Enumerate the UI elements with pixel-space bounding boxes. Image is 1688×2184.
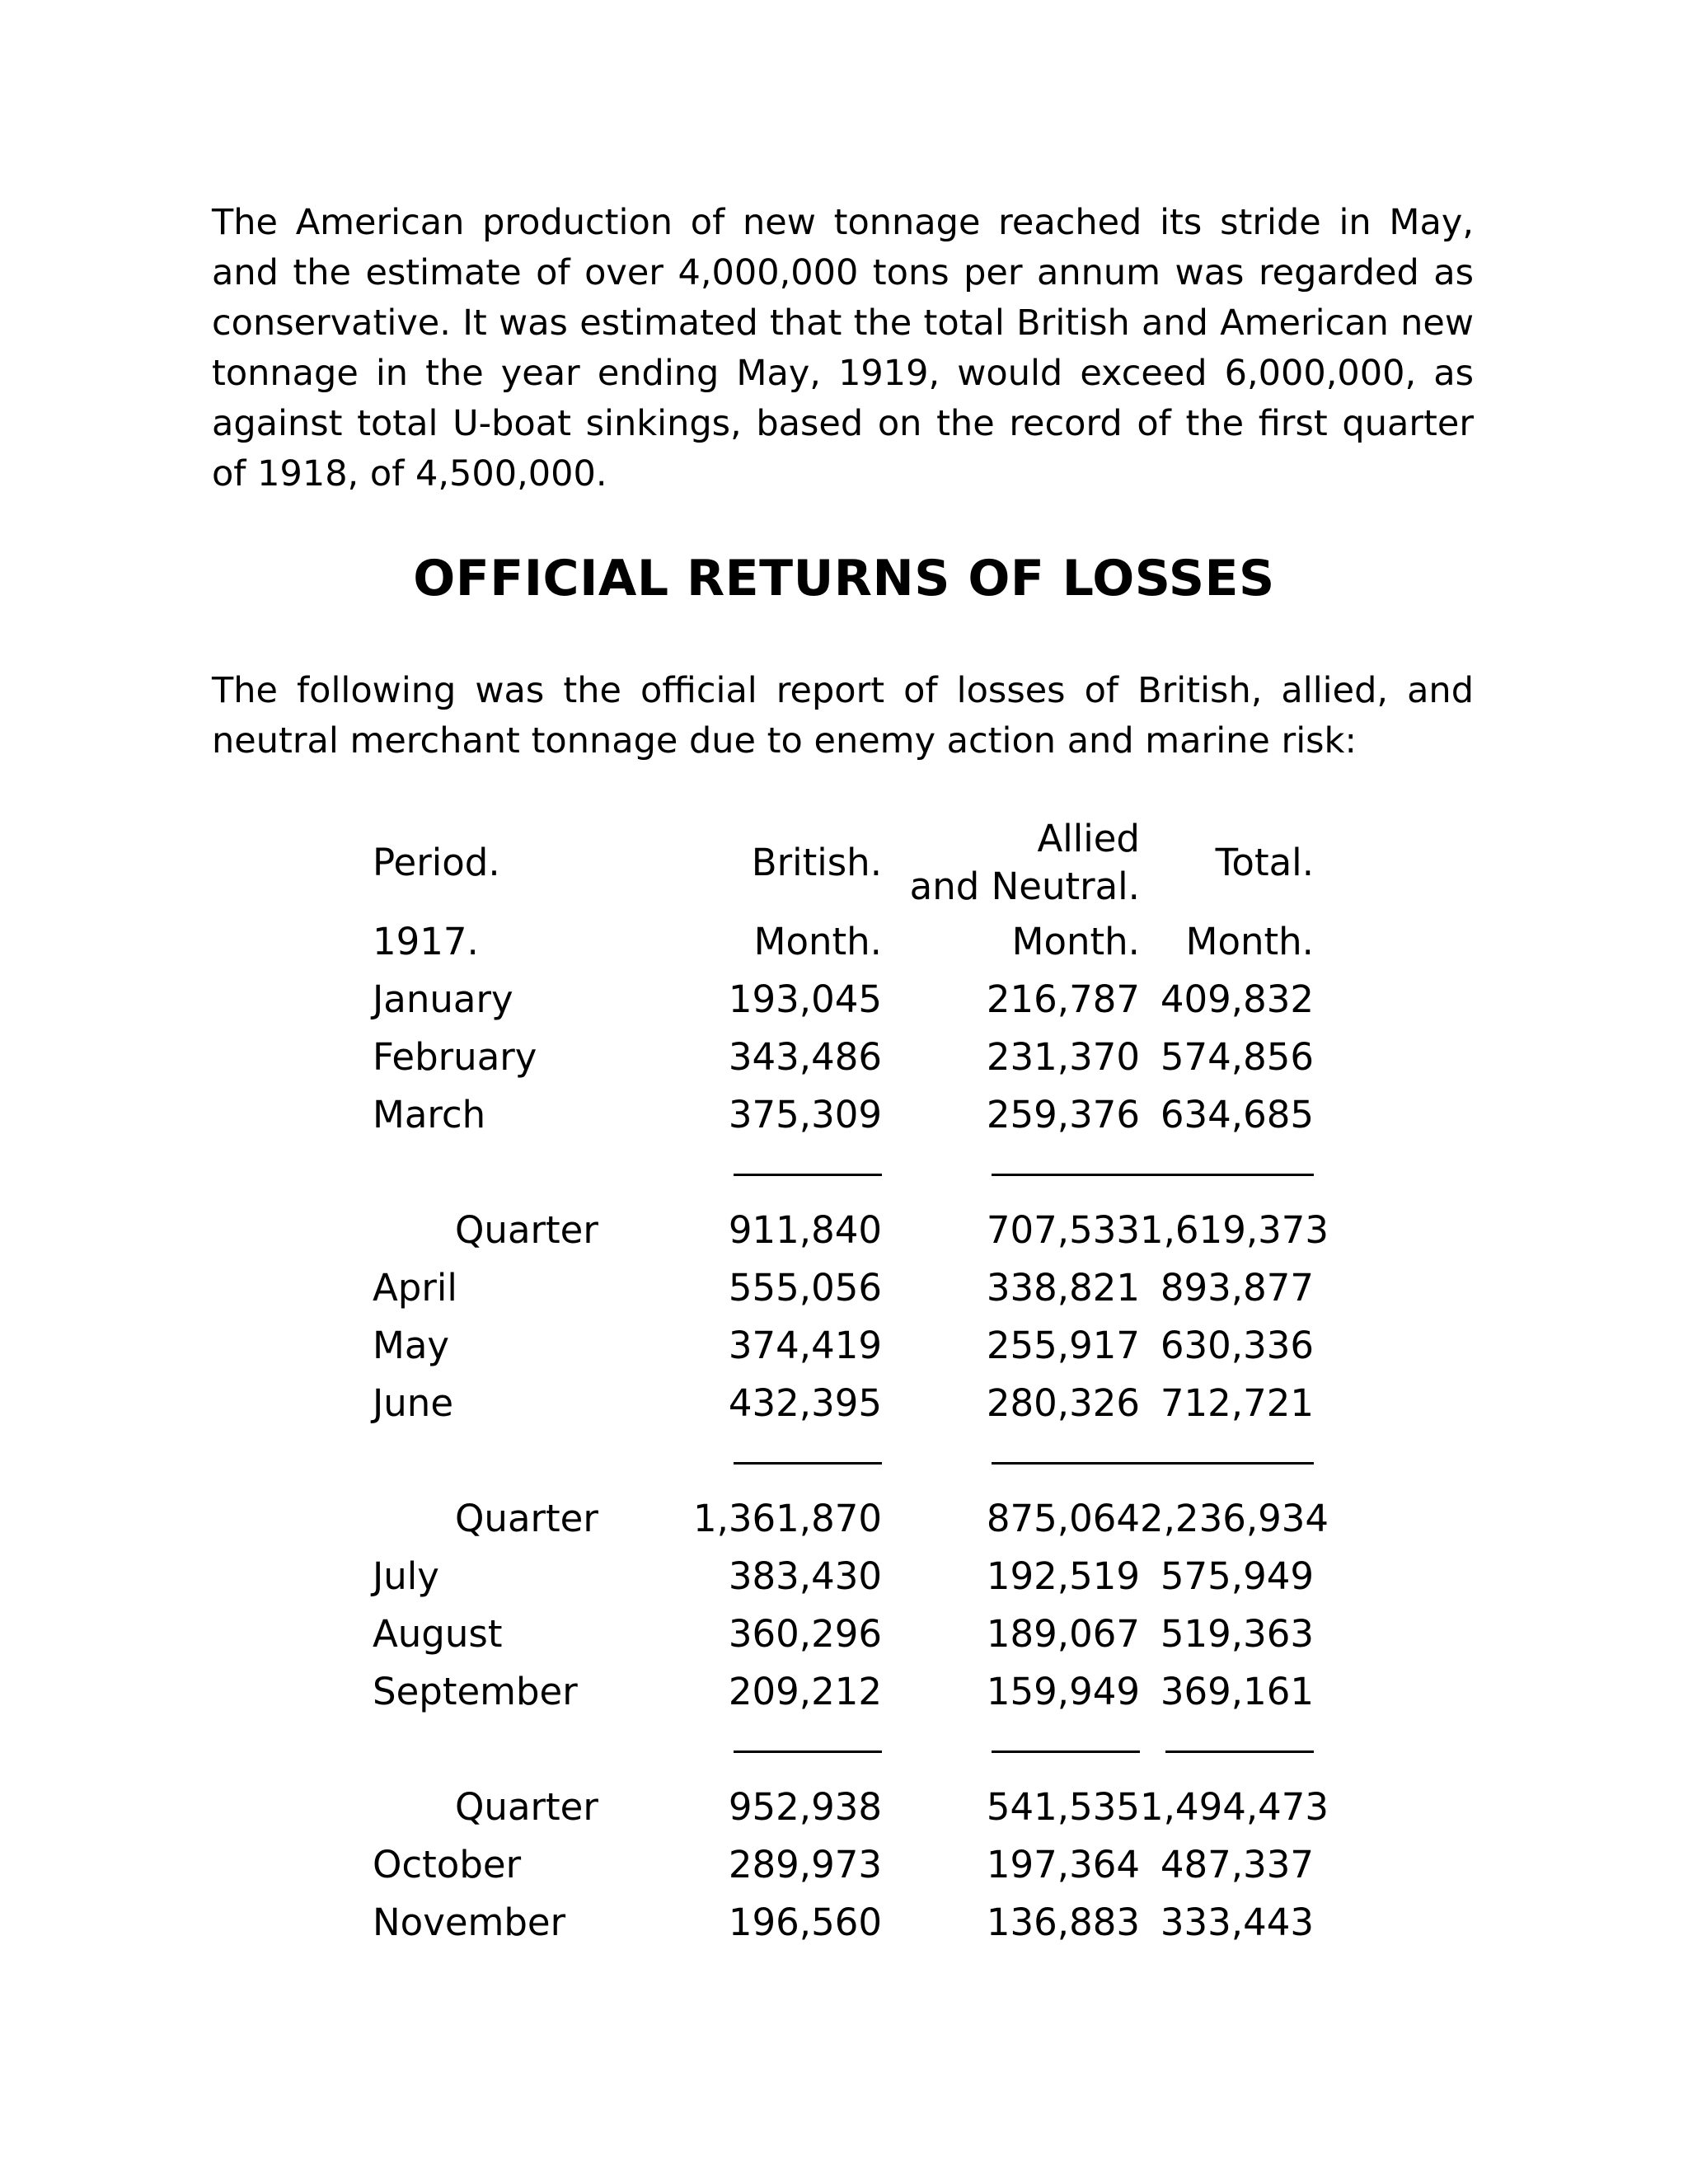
cell-total: 574,856 (1160, 1035, 1314, 1079)
cell-total: 1,619,373 (1140, 1208, 1329, 1252)
rule-cell-allied (882, 1144, 1140, 1202)
subtotal-rule-line (1126, 1174, 1314, 1176)
month-row (373, 1375, 1314, 1432)
header-allied-line-2: and Neutral. (909, 865, 1140, 908)
cell-british: 343,486 (728, 1035, 882, 1079)
unit-allied: Month. (1011, 920, 1140, 963)
cell-british: 360,296 (728, 1612, 882, 1656)
cell-total: 487,337 (1160, 1843, 1314, 1886)
losses-table (373, 813, 1329, 1952)
subtotal-rule-line (992, 1462, 1140, 1465)
subtotal-rule-line (992, 1750, 1140, 1753)
subtotal-rule-row (373, 1144, 1314, 1202)
unit-total: Month. (1185, 920, 1314, 963)
month-row (373, 1605, 1314, 1663)
cell-total: 634,685 (1160, 1093, 1314, 1137)
cell-british: 952,938 (728, 1785, 882, 1829)
cell-allied: 159,949 (986, 1670, 1140, 1713)
header-period: Period. (373, 841, 500, 884)
cell-total: 333,443 (1160, 1900, 1314, 1944)
cell-period: Quarter (455, 1497, 598, 1540)
month-row (373, 1836, 1314, 1894)
cell-total: 369,161 (1160, 1670, 1314, 1713)
cell-allied: 231,370 (986, 1035, 1140, 1079)
subtotal-rule-line (734, 1174, 882, 1176)
month-row (373, 1548, 1314, 1605)
cell-total: 893,877 (1160, 1266, 1314, 1310)
intro-paragraph: The American production of new tonnage reached its stride in May, and the estimate of over 4,000,000 tons per annum was regarded as conservative. It was estimated that the total British and American new tonnage in the year ending May, 1919, would exceed 6,000,000, as against total U-boat sinkings, based on the record of the first quarter of 1918, of 4,500,000. (212, 202, 1474, 494)
rule-cell-period (373, 1721, 640, 1779)
rule-cell-british (640, 1721, 882, 1779)
subtotal-rule-row (373, 1721, 1314, 1779)
cell-period: March (373, 1093, 486, 1137)
unit-year: 1917. (373, 920, 479, 963)
subtotal-rule-line (1126, 1462, 1314, 1465)
header-total: Total. (1215, 841, 1314, 884)
quarter-total-row (373, 1202, 1314, 1259)
cell-period: August (373, 1612, 503, 1656)
subtotal-rule-line (734, 1462, 882, 1465)
cell-total: 409,832 (1160, 977, 1314, 1021)
cell-total: 2,236,934 (1140, 1497, 1329, 1540)
cell-total: 1,494,473 (1140, 1785, 1329, 1829)
cell-total: 519,363 (1160, 1612, 1314, 1656)
cell-period: October (373, 1843, 522, 1886)
cell-total: 712,721 (1160, 1381, 1314, 1425)
month-row (373, 1894, 1314, 1952)
subtotal-rule-line (992, 1174, 1140, 1176)
month-row (373, 971, 1314, 1029)
cell-period: Quarter (455, 1208, 598, 1252)
cell-british: 555,056 (728, 1266, 882, 1310)
month-row (373, 1086, 1314, 1144)
table-body (373, 971, 1329, 1952)
cell-british: 432,395 (728, 1381, 882, 1425)
report-intro-paragraph: The following was the official report of losses of British, allied, and neutral merchant tonnage due to enemy action and marine risk: (212, 670, 1474, 762)
cell-british: 374,419 (728, 1324, 882, 1367)
cell-british: 383,430 (728, 1554, 882, 1598)
cell-period: November (373, 1900, 566, 1944)
cell-allied: 875,064 (986, 1497, 1140, 1540)
cell-allied: 189,067 (986, 1612, 1140, 1656)
cell-period: May (373, 1324, 450, 1367)
cell-british: 193,045 (728, 977, 882, 1021)
cell-british: 911,840 (728, 1208, 882, 1252)
rule-cell-total (1140, 1721, 1314, 1779)
cell-allied: 707,533 (986, 1208, 1140, 1252)
cell-allied: 255,917 (986, 1324, 1140, 1367)
month-row (373, 1029, 1314, 1086)
cell-british: 289,973 (728, 1843, 882, 1886)
quarter-total-row (373, 1490, 1314, 1548)
rule-cell-british (640, 1432, 882, 1490)
cell-period: February (373, 1035, 537, 1079)
cell-british: 196,560 (728, 1900, 882, 1944)
cell-period: Quarter (455, 1785, 598, 1829)
cell-total: 630,336 (1160, 1324, 1314, 1367)
month-row (373, 1663, 1314, 1721)
cell-allied: 136,883 (986, 1900, 1140, 1944)
cell-allied: 216,787 (986, 977, 1140, 1021)
cell-period: June (373, 1381, 453, 1425)
cell-period: April (373, 1266, 457, 1310)
cell-british: 209,212 (728, 1670, 882, 1713)
cell-total: 575,949 (1160, 1554, 1314, 1598)
cell-period: January (373, 977, 513, 1021)
table-header-row (373, 813, 1314, 913)
quarter-total-row (373, 1779, 1314, 1836)
rule-cell-period (373, 1144, 640, 1202)
cell-period: July (373, 1554, 439, 1598)
cell-allied: 338,821 (986, 1266, 1140, 1310)
header-allied-line-1: Allied (1037, 817, 1140, 860)
cell-allied: 259,376 (986, 1093, 1140, 1137)
cell-allied: 541,535 (986, 1785, 1140, 1829)
month-row (373, 1317, 1314, 1375)
cell-allied: 192,519 (986, 1554, 1140, 1598)
cell-allied: 197,364 (986, 1843, 1140, 1886)
section-heading: OFFICIAL RETURNS OF LOSSES (413, 550, 1275, 607)
rule-cell-allied (882, 1432, 1140, 1490)
month-row (373, 1259, 1314, 1317)
rule-cell-total (1140, 1432, 1314, 1490)
rule-cell-allied (882, 1721, 1140, 1779)
subtotal-rule-line (734, 1750, 882, 1753)
cell-allied: 280,326 (986, 1381, 1140, 1425)
header-allied-neutral (882, 813, 1140, 913)
table-unit-row (373, 913, 1314, 971)
cell-british: 375,309 (728, 1093, 882, 1137)
cell-british: 1,361,870 (692, 1497, 882, 1540)
header-british: British. (751, 841, 882, 884)
rule-cell-total (1140, 1144, 1314, 1202)
rule-cell-british (640, 1144, 882, 1202)
rule-cell-period (373, 1432, 640, 1490)
subtotal-rule-row (373, 1432, 1314, 1490)
unit-british: Month. (753, 920, 882, 963)
subtotal-rule-line (1165, 1750, 1314, 1753)
cell-period: September (373, 1670, 578, 1713)
